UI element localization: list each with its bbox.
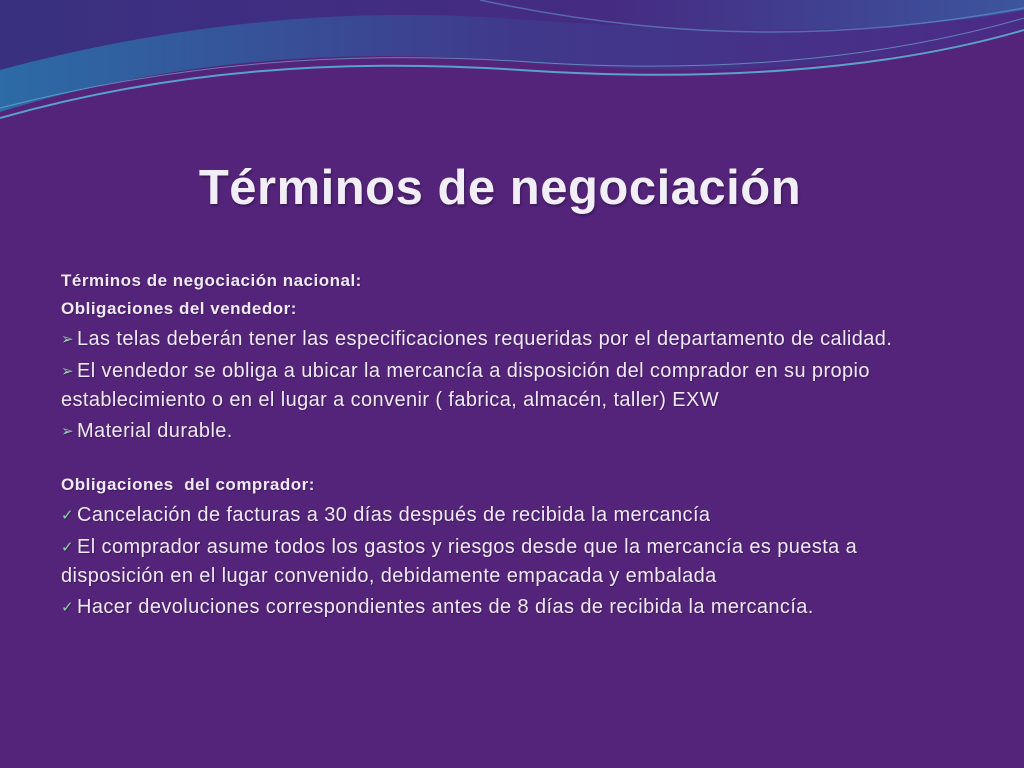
seller-obligation-text: El vendedor se obliga a ubicar la mercancía a disposición del comprador en su propio establecimiento o en el lugar a convenir ( fabrica, almacén, taller) EXW	[61, 360, 870, 411]
slide-title: Términos de negociación	[198, 161, 802, 215]
buyer-obligations-heading: Obligaciones del comprador:	[61, 475, 315, 494]
decorative-wave-banner	[0, 0, 1024, 130]
buyer-obligation-item	[61, 533, 941, 590]
buyer-obligation-text: Hacer devoluciones correspondientes antes de 8 días de recibida la mercancía.	[77, 596, 814, 618]
buyer-obligation-text: El comprador asume todos los gastos y riesgos desde que la mercancía es puesta a disposición en el lugar convenido, debidamente empacada y embalada	[61, 536, 858, 587]
seller-obligation-item	[61, 417, 941, 446]
checkmark-bullet-icon: ✓	[61, 539, 74, 556]
buyer-obligation-text: Cancelación de facturas a 30 días después de recibida la mercancía	[77, 504, 711, 526]
arrow-bullet-icon: ➢	[61, 423, 74, 440]
seller-obligations-heading: Obligaciones del vendedor:	[61, 299, 297, 318]
buyer-obligation-item	[61, 501, 941, 530]
section-spacer	[61, 449, 941, 471]
national-terms-heading: Términos de negociación nacional:	[61, 271, 362, 290]
checkmark-bullet-icon: ✓	[61, 599, 74, 616]
seller-obligation-item	[61, 357, 941, 414]
buyer-obligation-item	[61, 593, 941, 622]
checkmark-bullet-icon: ✓	[61, 507, 74, 524]
arrow-bullet-icon: ➢	[61, 363, 74, 380]
seller-obligation-text: Las telas deberán tener las especificaciones requeridas por el departamento de calidad.	[77, 328, 893, 350]
arrow-bullet-icon: ➢	[61, 331, 74, 348]
seller-obligation-item	[61, 325, 941, 354]
slide-body	[61, 267, 941, 625]
seller-obligation-text: Material durable.	[77, 420, 233, 442]
